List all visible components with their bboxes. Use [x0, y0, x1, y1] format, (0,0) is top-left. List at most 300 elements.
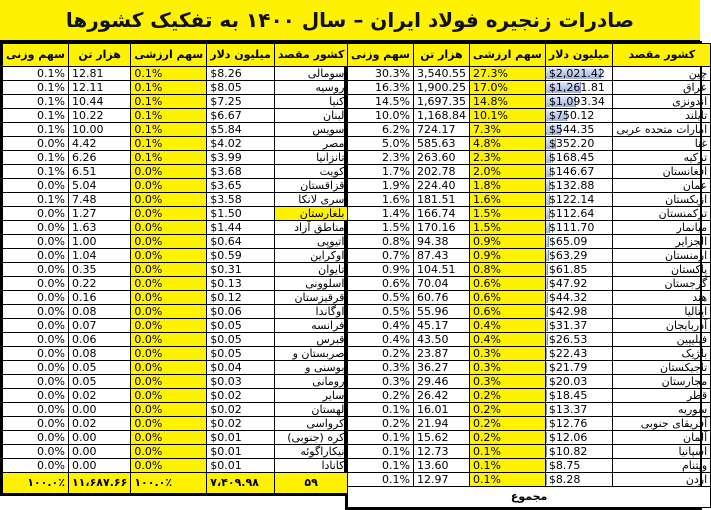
million-usd-value: $111.70 — [548, 220, 595, 234]
destination-cell: قطر — [613, 389, 711, 403]
tons-cell: 1.27 — [68, 207, 130, 221]
million-usd-cell — [545, 193, 613, 207]
destination-cell: فیلیپین — [613, 333, 711, 347]
tons-cell: 45.17 — [413, 319, 469, 333]
table-row — [348, 403, 711, 417]
value-share-cell: 0.0% — [131, 165, 207, 179]
million-usd-cell — [545, 319, 613, 333]
value-share-cell: 1.5% — [469, 221, 545, 235]
table-row — [348, 445, 711, 459]
weight-share-cell: 1.9% — [348, 179, 414, 193]
value-share-cell: 0.1% — [131, 109, 207, 123]
million-usd-cell — [545, 277, 613, 291]
million-usd-cell: $8.05 — [207, 81, 275, 95]
value-share-cell: 0.1% — [469, 445, 545, 459]
header-value-share: سهم ارزشی — [131, 44, 207, 67]
table-row — [348, 109, 711, 123]
table-row — [3, 137, 348, 151]
weight-share-cell: 0.1% — [3, 165, 69, 179]
value-share-cell: 0.1% — [469, 459, 545, 473]
weight-share-cell: 0.2% — [348, 417, 414, 431]
value-share-cell: 0.3% — [469, 375, 545, 389]
tons-cell: 43.50 — [413, 333, 469, 347]
tons-cell: 724.17 — [413, 123, 469, 137]
table-row — [3, 403, 348, 417]
value-share-cell: 0.0% — [131, 375, 207, 389]
tons-cell: 0.02 — [68, 417, 130, 431]
weight-share-cell: 0.0% — [3, 431, 69, 445]
million-usd-cell — [545, 389, 613, 403]
value-share-cell: 0.2% — [469, 389, 545, 403]
million-usd-value: $42.98 — [548, 304, 588, 318]
table-row — [348, 221, 711, 235]
million-usd-value: $65.09 — [548, 234, 588, 248]
header-million-usd: میلیون دلار — [207, 44, 275, 67]
header-value-share: سهم ارزشی — [469, 44, 545, 67]
value-share-cell: 4.8% — [469, 137, 545, 151]
value-share-cell: 1.8% — [469, 179, 545, 193]
value-share-cell: 7.3% — [469, 123, 545, 137]
destination-cell: کانادا — [274, 459, 348, 473]
tons-cell: 1,168.84 — [413, 109, 469, 123]
table-row — [3, 249, 348, 263]
table-row — [3, 445, 348, 459]
value-share-cell: 0.0% — [131, 417, 207, 431]
table-row — [348, 123, 711, 137]
value-share-cell: 0.0% — [131, 291, 207, 305]
destination-cell: صربستان و — [274, 347, 348, 361]
value-share-cell: 0.0% — [131, 221, 207, 235]
value-share-cell: 0.0% — [131, 277, 207, 291]
million-usd-cell: $1.50 — [207, 207, 275, 221]
destination-cell: کره (جنوبی) — [274, 431, 348, 445]
tons-cell: 10.44 — [68, 95, 130, 109]
weight-share-cell: 0.9% — [348, 263, 414, 277]
value-share-cell: 0.6% — [469, 291, 545, 305]
million-usd-cell — [545, 305, 613, 319]
header-tons: هزار تن — [413, 44, 469, 67]
million-usd-cell: $0.06 — [207, 305, 275, 319]
left-table-panel — [0, 41, 346, 496]
million-usd-cell — [545, 375, 613, 389]
million-usd-cell: $6.67 — [207, 109, 275, 123]
million-usd-value: $22.43 — [548, 346, 588, 360]
million-usd-value: $352.20 — [548, 136, 595, 150]
value-share-cell: 0.0% — [131, 333, 207, 347]
weight-share-cell: 2.3% — [348, 151, 414, 165]
table-row — [348, 431, 711, 445]
weight-share-cell: 0.1% — [3, 109, 69, 123]
destination-cell: کویت — [274, 165, 348, 179]
tons-cell: 26.42 — [413, 389, 469, 403]
table-row — [3, 375, 348, 389]
table-row — [348, 81, 711, 95]
total-label: مجموع — [348, 487, 711, 508]
tons-cell: 6.26 — [68, 151, 130, 165]
value-share-cell: 0.0% — [131, 249, 207, 263]
value-bar — [546, 474, 547, 485]
weight-share-cell: 0.1% — [3, 81, 69, 95]
weight-share-cell: 0.1% — [3, 95, 69, 109]
table-row — [3, 291, 348, 305]
tons-cell: 10.22 — [68, 109, 130, 123]
destination-cell: گرجستان — [613, 277, 711, 291]
weight-share-cell: 0.0% — [3, 417, 69, 431]
header-million-usd: میلیون دلار — [545, 44, 613, 67]
million-usd-value: $8.75 — [548, 458, 581, 472]
tons-cell: 0.00 — [68, 459, 130, 473]
table-row — [348, 193, 711, 207]
tons-cell: 166.74 — [413, 207, 469, 221]
million-usd-cell: $5.84 — [207, 123, 275, 137]
tons-cell: 0.08 — [68, 305, 130, 319]
value-share-cell: 27.3% — [469, 67, 545, 81]
million-usd-cell — [545, 151, 613, 165]
million-usd-cell: $0.59 — [207, 249, 275, 263]
right-table-header — [348, 44, 711, 67]
value-share-cell: 0.2% — [469, 403, 545, 417]
value-bar — [546, 334, 548, 345]
value-share-cell: 0.0% — [131, 347, 207, 361]
value-share-cell: 0.1% — [131, 151, 207, 165]
weight-share-cell: 0.1% — [3, 123, 69, 137]
million-usd-value: $18.45 — [548, 388, 588, 402]
destination-cell: غنا — [613, 137, 711, 151]
table-row — [3, 305, 348, 319]
destination-cell: تایلند — [613, 109, 711, 123]
weight-share-cell: 0.1% — [348, 431, 414, 445]
table-row — [348, 319, 711, 333]
weight-share-cell: 0.5% — [348, 291, 414, 305]
weight-share-cell: 0.1% — [3, 67, 69, 81]
table-row — [3, 193, 348, 207]
destination-cell: تایوان — [274, 263, 348, 277]
table-row — [348, 179, 711, 193]
million-usd-cell: $0.12 — [207, 291, 275, 305]
tons-cell: 202.78 — [413, 165, 469, 179]
million-usd-value: $31.37 — [548, 318, 588, 332]
tons-cell: 0.08 — [68, 347, 130, 361]
tons-cell: 1,900.25 — [413, 81, 469, 95]
million-usd-cell: $0.01 — [207, 459, 275, 473]
tons-cell: 0.06 — [68, 333, 130, 347]
table-row — [348, 389, 711, 403]
destination-cell: عمان — [613, 179, 711, 193]
million-usd-cell — [545, 431, 613, 445]
destination-cell: سویس — [274, 123, 348, 137]
tons-cell: 3,540.55 — [413, 67, 469, 81]
value-share-cell: 0.2% — [469, 417, 545, 431]
million-usd-value: $63.29 — [548, 248, 588, 262]
destination-cell: قرقیزستان — [274, 291, 348, 305]
table-row — [348, 305, 711, 319]
million-usd-cell — [545, 417, 613, 431]
weight-share-cell: 0.0% — [3, 319, 69, 333]
total-label-row — [348, 487, 711, 508]
weight-share-cell: 0.0% — [3, 277, 69, 291]
destination-cell: بوسنی و — [274, 361, 348, 375]
tons-cell: 10.00 — [68, 123, 130, 137]
value-share-cell: 14.8% — [469, 95, 545, 109]
value-share-cell: 2.3% — [469, 151, 545, 165]
weight-share-cell: 1.6% — [348, 193, 414, 207]
tons-cell: 29.46 — [413, 375, 469, 389]
weight-share-cell: 0.1% — [348, 473, 414, 487]
weight-share-cell: 0.0% — [3, 179, 69, 193]
table-row — [3, 165, 348, 179]
value-share-cell: 0.0% — [131, 207, 207, 221]
table-row — [3, 263, 348, 277]
value-share-cell: 0.4% — [469, 333, 545, 347]
value-share-cell: 0.1% — [131, 81, 207, 95]
million-usd-cell — [545, 263, 613, 277]
table-row — [3, 123, 348, 137]
table-row — [348, 361, 711, 375]
million-usd-value: $12.06 — [548, 430, 588, 444]
million-usd-cell: $0.01 — [207, 431, 275, 445]
table-row — [3, 207, 348, 221]
million-usd-cell — [545, 333, 613, 347]
million-usd-cell — [545, 361, 613, 375]
weight-share-cell: 0.0% — [3, 347, 69, 361]
tons-cell: 0.00 — [68, 403, 130, 417]
table-row — [348, 417, 711, 431]
destination-cell: مجارستان — [613, 375, 711, 389]
weight-share-cell: 0.0% — [3, 333, 69, 347]
table-row — [348, 67, 711, 81]
weight-share-cell: 0.0% — [3, 249, 69, 263]
million-usd-cell — [545, 137, 613, 151]
value-share-cell: 0.0% — [131, 361, 207, 375]
destination-cell: آفریقای جنوبی — [613, 417, 711, 431]
header-destination: کشور مقصد — [274, 44, 348, 67]
table-row — [348, 291, 711, 305]
destination-cell: ترکمنستان — [613, 207, 711, 221]
million-usd-cell — [545, 123, 613, 137]
table-row — [348, 277, 711, 291]
value-bar — [546, 306, 548, 317]
million-usd-value: $544.35 — [548, 122, 595, 136]
destination-cell: اسلوونی — [274, 277, 348, 291]
million-usd-value: $21.79 — [548, 360, 588, 374]
value-bar — [546, 446, 547, 457]
table-row — [3, 67, 348, 81]
value-share-cell: 1.6% — [469, 193, 545, 207]
value-share-cell: 0.9% — [469, 249, 545, 263]
weight-share-cell: 1.7% — [348, 165, 414, 179]
weight-share-cell: 0.0% — [3, 389, 69, 403]
destination-cell: اوکراین — [274, 249, 348, 263]
million-usd-value: $26.53 — [548, 332, 588, 346]
value-share-cell: 0.2% — [469, 431, 545, 445]
destination-cell: سایر — [274, 389, 348, 403]
destination-cell: لبنان — [274, 109, 348, 123]
table-row — [348, 375, 711, 389]
value-share-cell: 10.1% — [469, 109, 545, 123]
weight-share-cell: 0.1% — [3, 193, 69, 207]
value-share-cell: 0.0% — [131, 459, 207, 473]
destination-cell: افغانستان — [613, 165, 711, 179]
tons-cell: 13.60 — [413, 459, 469, 473]
million-usd-cell: $4.02 — [207, 137, 275, 151]
destination-cell: چین — [613, 67, 711, 81]
million-usd-cell: $0.05 — [207, 333, 275, 347]
tons-cell: 1.63 — [68, 221, 130, 235]
million-usd-cell: $7.25 — [207, 95, 275, 109]
page-title: صادرات زنجیره فولاد ایران – سال ۱۴۰۰ به تفکیک کشورها — [0, 0, 700, 42]
value-share-cell: 0.0% — [131, 319, 207, 333]
value-share-cell: 0.0% — [131, 179, 207, 193]
million-usd-cell: $0.64 — [207, 235, 275, 249]
tons-cell: 0.00 — [68, 445, 130, 459]
value-share-cell: 0.3% — [469, 347, 545, 361]
table-row — [3, 361, 348, 375]
destination-cell: کرواسی — [274, 417, 348, 431]
value-bar — [546, 376, 548, 387]
million-usd-cell — [545, 207, 613, 221]
destination-cell: اردن — [613, 473, 711, 487]
tons-cell: 12.97 — [413, 473, 469, 487]
million-usd-value: $750.12 — [548, 108, 595, 122]
million-usd-cell: $0.05 — [207, 319, 275, 333]
weight-share-cell: 30.3% — [348, 67, 414, 81]
value-share-cell: 0.1% — [469, 473, 545, 487]
weight-share-cell: 14.5% — [348, 95, 414, 109]
table-row — [348, 95, 711, 109]
total-country-count: ۵۹ — [274, 473, 348, 494]
million-usd-value: $146.67 — [548, 164, 595, 178]
tons-cell: 181.51 — [413, 193, 469, 207]
million-usd-cell — [545, 109, 613, 123]
tons-cell: 12.81 — [68, 67, 130, 81]
left-table — [2, 43, 348, 494]
weight-share-cell: 0.1% — [348, 403, 414, 417]
weight-share-cell: 0.0% — [3, 445, 69, 459]
tons-cell: 0.05 — [68, 361, 130, 375]
million-usd-cell: $3.58 — [207, 193, 275, 207]
right-table — [347, 43, 711, 508]
million-usd-cell — [545, 249, 613, 263]
destination-cell: فرانسه — [274, 319, 348, 333]
million-usd-value: $20.03 — [548, 374, 588, 388]
million-usd-cell — [545, 221, 613, 235]
weight-share-cell: 1.5% — [348, 221, 414, 235]
destination-cell: الجزایر — [613, 235, 711, 249]
million-usd-value: $2,021.42 — [548, 66, 605, 80]
destination-cell: امارات متحده عربی — [613, 123, 711, 137]
table-row — [348, 235, 711, 249]
destination-cell: سوریه — [613, 403, 711, 417]
destination-cell: ویتنام — [613, 459, 711, 473]
tons-cell: 12.73 — [413, 445, 469, 459]
million-usd-cell — [545, 95, 613, 109]
million-usd-value: $112.64 — [548, 206, 595, 220]
value-bar — [546, 418, 547, 429]
destination-cell: قبرس — [274, 333, 348, 347]
destination-cell: اتیوپی — [274, 235, 348, 249]
million-usd-cell: $0.02 — [207, 403, 275, 417]
table-row — [3, 235, 348, 249]
table-row — [3, 95, 348, 109]
table-row — [3, 431, 348, 445]
destination-cell: عراق — [613, 81, 711, 95]
million-usd-value: $47.92 — [548, 276, 588, 290]
million-usd-cell — [545, 445, 613, 459]
destination-cell: پاکستان — [613, 263, 711, 277]
tons-cell: 585.63 — [413, 137, 469, 151]
million-usd-value: $61.85 — [548, 262, 588, 276]
million-usd-cell: $0.01 — [207, 445, 275, 459]
tons-cell: 0.16 — [68, 291, 130, 305]
value-bar — [546, 460, 547, 471]
weight-share-cell: 0.4% — [348, 319, 414, 333]
table-row — [3, 347, 348, 361]
tons-cell: 87.43 — [413, 249, 469, 263]
million-usd-value: $10.82 — [548, 444, 588, 458]
table-row — [348, 165, 711, 179]
value-share-cell: 0.0% — [131, 305, 207, 319]
weight-share-cell: 0.4% — [348, 333, 414, 347]
value-share-cell: 0.3% — [469, 361, 545, 375]
left-table-body — [3, 67, 348, 494]
destination-cell: بلغارستان — [274, 207, 348, 221]
million-usd-cell — [545, 459, 613, 473]
destination-cell: ترکیه — [613, 151, 711, 165]
table-row — [3, 151, 348, 165]
million-usd-cell: $0.02 — [207, 389, 275, 403]
table-row — [348, 347, 711, 361]
tons-cell: 12.11 — [68, 81, 130, 95]
tons-cell: 104.51 — [413, 263, 469, 277]
tons-cell: 1,697.35 — [413, 95, 469, 109]
weight-share-cell: 0.0% — [3, 305, 69, 319]
value-share-cell: 0.9% — [469, 235, 545, 249]
weight-share-cell: 0.0% — [3, 375, 69, 389]
destination-cell: اسپانیا — [613, 445, 711, 459]
tons-cell: 0.07 — [68, 319, 130, 333]
destination-cell: روسیه — [274, 81, 348, 95]
value-share-cell: 0.8% — [469, 263, 545, 277]
value-share-cell: 0.0% — [131, 445, 207, 459]
tons-cell: 1.04 — [68, 249, 130, 263]
million-usd-value: $13.37 — [548, 402, 588, 416]
value-bar — [546, 292, 548, 303]
weight-share-cell: 0.0% — [3, 361, 69, 375]
table-row — [3, 221, 348, 235]
value-bar — [546, 432, 547, 443]
weight-share-cell: 0.0% — [3, 221, 69, 235]
table-row — [3, 459, 348, 473]
weight-share-cell: 0.0% — [3, 459, 69, 473]
destination-cell: بلژیک — [613, 347, 711, 361]
tons-cell: 4.42 — [68, 137, 130, 151]
destination-cell: لهستان — [274, 403, 348, 417]
tons-cell: 224.40 — [413, 179, 469, 193]
value-bar — [546, 278, 548, 289]
million-usd-value: $168.45 — [548, 150, 595, 164]
weight-share-cell: 16.3% — [348, 81, 414, 95]
destination-cell: آلمان — [613, 431, 711, 445]
tons-cell: 7.48 — [68, 193, 130, 207]
weight-share-cell: 0.8% — [348, 235, 414, 249]
table-row — [348, 333, 711, 347]
weight-share-cell: 0.3% — [348, 361, 414, 375]
weight-share-cell: 5.0% — [348, 137, 414, 151]
tons-cell: 70.04 — [413, 277, 469, 291]
tons-cell: 36.27 — [413, 361, 469, 375]
total-value-share: ۱۰۰.۰٪ — [131, 473, 207, 494]
header-destination: کشور مقصد — [613, 44, 711, 67]
